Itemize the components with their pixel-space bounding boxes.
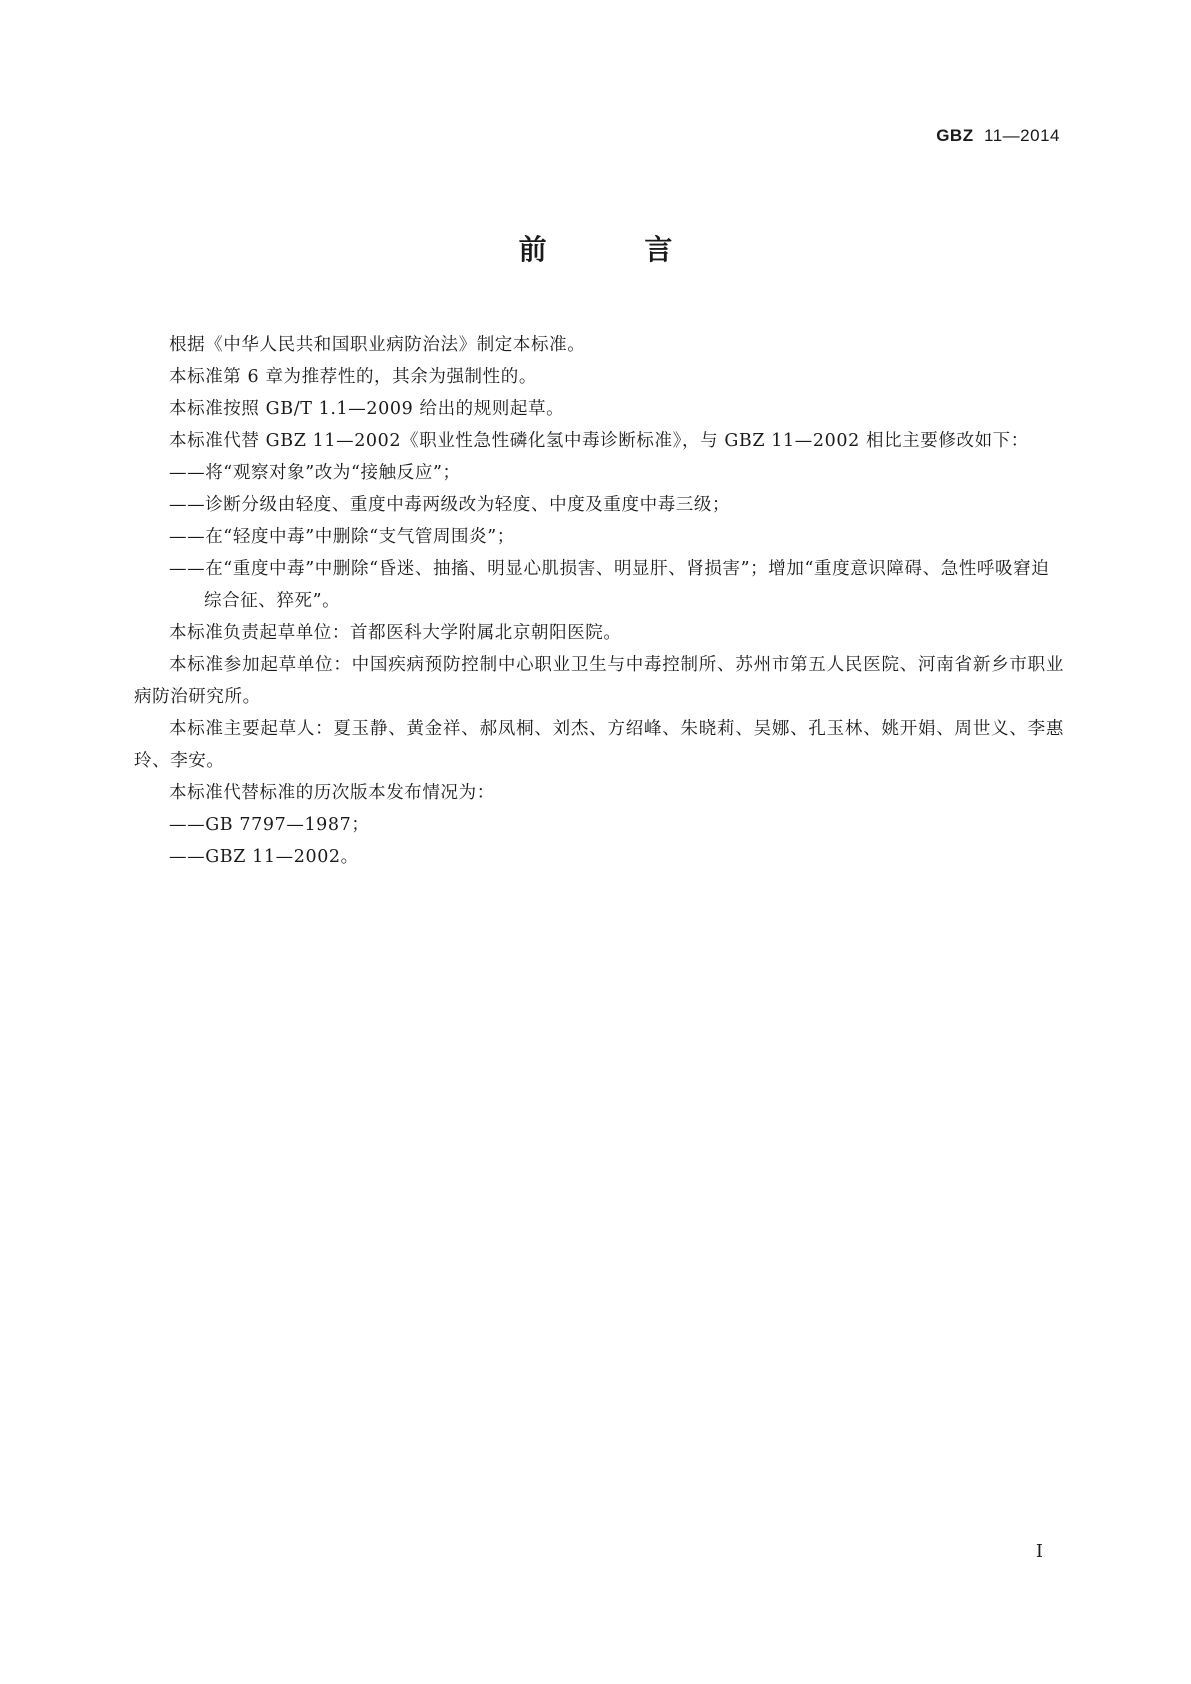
standard-code	[936, 126, 1060, 146]
change-item-1: ——将“观察对象”改为“接触反应”；	[169, 463, 461, 483]
standard-code-number: 11—2014	[984, 126, 1060, 145]
page-title: 前 言	[518, 233, 717, 266]
foreword-body	[134, 329, 1064, 873]
paragraph-legal-basis: 根据《中华人民共和国职业病防治法》制定本标准。	[169, 335, 586, 355]
history-item-2: ——GBZ 11—2002。	[169, 847, 359, 867]
standard-code-prefix: GBZ	[936, 126, 974, 145]
change-item-4: ——在“重度中毒”中删除“昏迷、抽搐、明显心肌损害、明显肝、肾损害”；增加“重度意识障碍、急性呼吸窘迫综合征、猝死”。	[169, 559, 1050, 611]
paragraph-replacement: 本标准代替 GBZ 11—2002《职业性急性磷化氢中毒诊断标准》，与 GBZ 11—2002 相比主要修改如下：	[169, 431, 1029, 451]
change-item-2: ——诊断分级由轻度、重度中毒两级改为轻度、中度及重度中毒三级；	[169, 495, 731, 515]
paragraph-participating-units: 本标准参加起草单位：中国疾病预防控制中心职业卫生与中毒控制所、苏州市第五人民医院、河南省新乡市职业病防治研究所。	[134, 655, 1064, 707]
paragraph-main-drafters: 本标准主要起草人：夏玉静、黄金祥、郝凤桐、刘杰、方绍峰、朱晓莉、吴娜、孔玉林、姚开娟、周世义、李惠玲、李安。	[134, 719, 1064, 771]
paragraph-lead-drafter: 本标准负责起草单位：首都医科大学附属北京朝阳医院。	[169, 623, 622, 643]
page-number: I	[1035, 1541, 1043, 1562]
paragraph-drafting-rules: 本标准按照 GB/T 1.1—2009 给出的规则起草。	[169, 399, 565, 419]
change-item-3: ——在“轻度中毒”中删除“支气管周围炎”；	[169, 527, 515, 547]
history-item-1: ——GB 7797—1987；	[169, 815, 370, 835]
paragraph-mandatory-status: 本标准第 6 章为推荐性的，其余为强制性的。	[169, 367, 537, 387]
paragraph-history-intro: 本标准代替标准的历次版本发布情况为：	[169, 783, 495, 803]
